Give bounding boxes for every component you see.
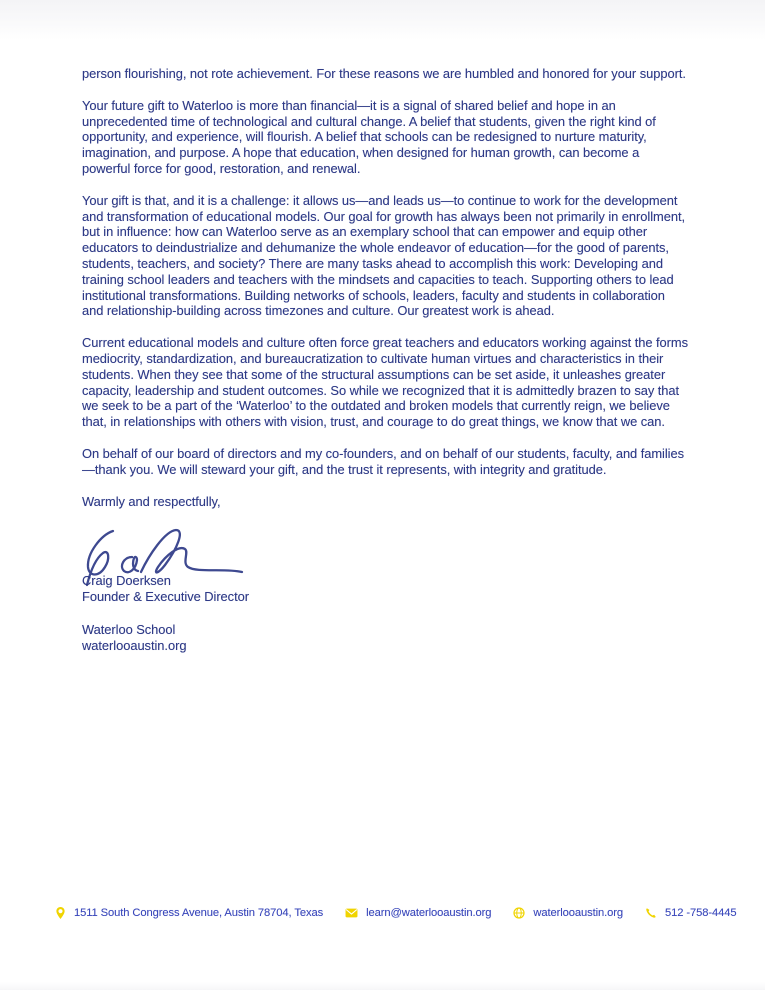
footer-phone-item	[645, 907, 736, 919]
signer-title: Founder & Executive Director	[82, 589, 249, 605]
footer-phone-text: 512 -758-4445	[664, 907, 737, 919]
scan-artifact-top	[0, 0, 765, 40]
globe-icon	[513, 907, 525, 919]
footer-email-item	[345, 907, 491, 919]
signer-name: Craig Doerksen	[82, 573, 171, 589]
footer-website-item	[513, 907, 623, 919]
footer-address-item	[55, 906, 323, 920]
paragraph-thank-you: On behalf of our board of directors and my co-founders, and on behalf of our students, faculty, and families—thank you. We will steward your gift, and the trust it represents, with integrity and gratitude.	[82, 445, 685, 477]
paragraph-educational-models: Current educational models and culture often force great teachers and educators working against the forms mediocrity, standardization, and bureaucratization to cultivate human virtues and characteristics in their students. When they see that some of the structural assumptions can be set aside, it unleashes greater capacity, leadership and student outcomes. So while we recognized that it is admittedly brazen to say that we seek to be a part of the ‘Waterloo’ to the outdated and broken models that currently reign, we believe that, in relationships with others with vision, trust, and courage to do great things, we know that we can.	[82, 335, 688, 430]
footer-email-text: learn@waterlooaustin.org	[366, 907, 492, 919]
paragraph-future-gift: Your future gift to Waterloo is more than financial—it is a signal of shared belief and hope in an unprecedented time of technological and cultural change. A belief that students, given the right kind of opportunity, and experience, will flourish. A belief that schools can be redesigned to nurture maturity, imagination, and purpose. A hope that education, when designed for human growth, can become a powerful force for good, restoration, and renewal.	[82, 97, 656, 176]
footer-contact-bar	[55, 906, 737, 920]
scan-artifact-bottom	[0, 982, 765, 990]
footer-website-text: waterlooaustin.org	[533, 907, 623, 919]
organization-website: waterlooaustin.org	[82, 637, 187, 653]
paragraph-challenge: Your gift is that, and it is a challenge: it allows us—and leads us—to continue to work for the development and transformation of educational models. Our goal for growth has always been not primarily in enrollment, but in influence: how can Waterloo serve as an exemplary school that can empower and equip other educators to deindustrialize and dehumanize the whole endeavor of education—for the good of parents, students, teachers, and society? There are many tasks ahead to accomplish this work: Developing and training school leaders and teachers with the mindsets and capacities to teach. Supporting others to lead institutional transformations. Building networks of schools, leaders, faculty and students in collaboration and relationship-building across timezones and culture. Our greatest work is ahead.	[82, 192, 686, 319]
location-pin-icon	[55, 906, 66, 920]
paragraph-support: person flourishing, not rote achievement. For these reasons we are humbled and honored for your support.	[82, 66, 686, 81]
phone-icon	[645, 907, 657, 919]
letter-body	[82, 66, 689, 654]
closing-salutation: Warmly and respectfully,	[82, 493, 221, 509]
organization-name: Waterloo School	[82, 621, 176, 637]
envelope-icon	[345, 908, 358, 918]
footer-address-text: 1511 South Congress Avenue, Austin 78704, Texas	[74, 907, 324, 919]
